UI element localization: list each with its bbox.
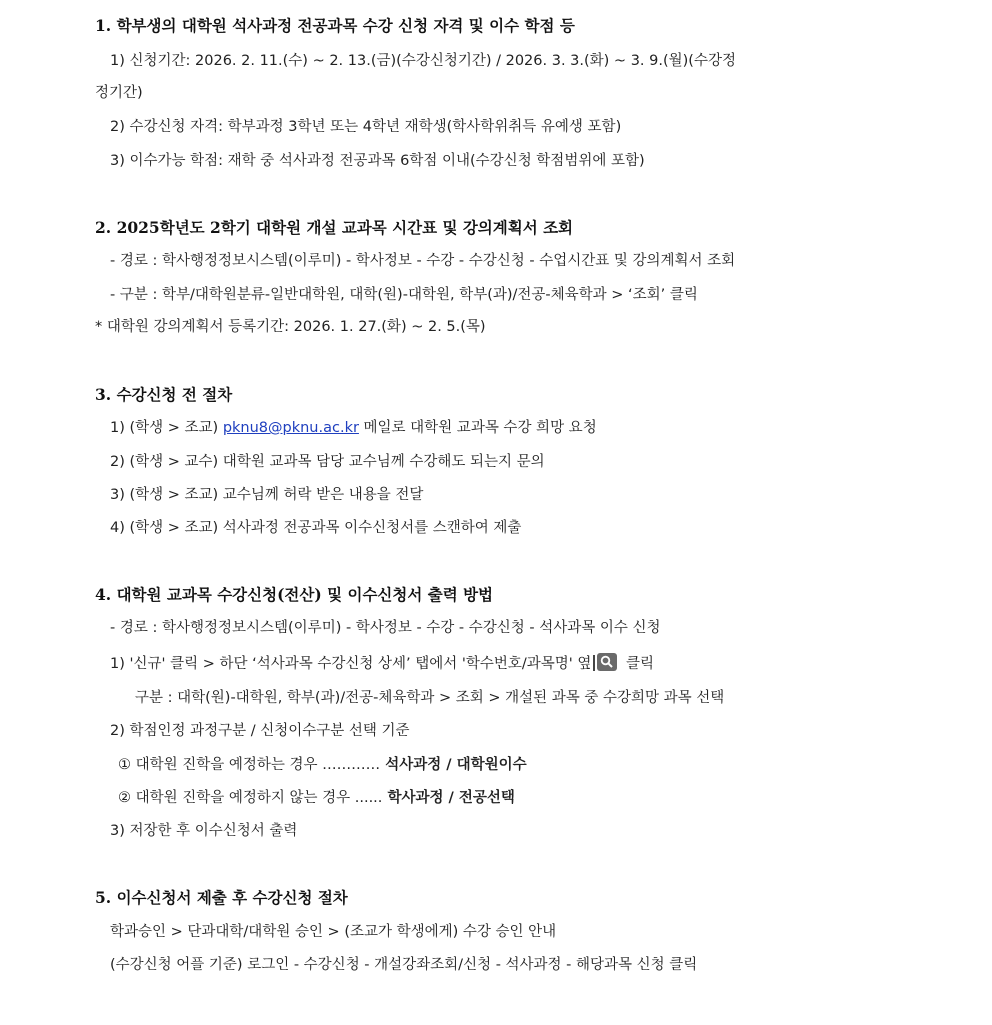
- s4-option-2: [118, 788, 515, 808]
- s4-step-1: [110, 653, 654, 673]
- s5-line-1: 학과승인 > 단과대학/대학원 승인 > (조교가 학생에게) 수강 승인 안내: [110, 924, 557, 940]
- s4-step-1-sub: 구분 : 대학(원)-대학원, 학부(과)/전공-체육학과 > 조회 > 개설된 과목 중 수강희망 과목 선택: [135, 690, 725, 706]
- s3-step-3: 3) (학생 > 조교) 교수님께 허락 받은 내용을 전달: [110, 487, 424, 503]
- s1-item-1-cont: 정기간): [95, 85, 143, 101]
- s2-route: - 경로 : 학사행정정보시스템(이루미) - 학사정보 - 수강 - 수강신청 - 수업시간표 및 강의계획서 조회: [110, 253, 736, 269]
- section-3-title: 3. 수강신청 전 절차: [95, 385, 233, 404]
- s4-route: - 경로 : 학사행정정보시스템(이루미) - 학사정보 - 수강 - 수강신청 - 석사과목 이수 신청: [110, 620, 661, 636]
- s1-item-1: 1) 신청기간: 2026. 2. 11.(수) ~ 2. 13.(금)(수강신청기간) / 2026. 3. 3.(화) ~ 3. 9.(월)(수강정: [110, 53, 736, 69]
- s5-line-2: (수강신청 어플 기준) 로그인 - 수강신청 - 개설강좌조회/신청 - 석사과정 - 해당과목 신청 클릭: [110, 957, 698, 973]
- s3-step-1-suffix: 메일로 대학원 교과목 수강 희망 요청: [358, 420, 597, 436]
- section-1-title: 1. 학부생의 대학원 석사과정 전공과목 수강 신청 자격 및 이수 학점 등: [95, 16, 575, 35]
- s3-step-1-prefix: 1) (학생 > 조교): [110, 420, 223, 436]
- s4-option-1-prefix: ① 대학원 진학을 예정하는 경우 …………: [118, 757, 381, 773]
- s2-category: - 구분 : 학부/대학원분류-일반대학원, 대학(원)-대학원, 학부(과)/전공-체육학과 > ‘조회’ 클릭: [110, 287, 698, 303]
- s4-step-1-prefix: 1) '신규' 클릭 > 하단 ‘석사과목 수강신청 상세’ 탭에서 '학수번호/과목명' 옆: [110, 656, 592, 672]
- s3-step-1: [110, 418, 597, 438]
- s4-option-2-prefix: ② 대학원 진학을 예정하지 않는 경우 ......: [118, 790, 383, 806]
- s3-step-4: 4) (학생 > 조교) 석사과정 전공과목 이수신청서를 스캔하여 제출: [110, 520, 522, 536]
- s4-step-3: 3) 저장한 후 이수신청서 출력: [110, 823, 298, 839]
- s1-item-3: 3) 이수가능 학점: 재학 중 석사과정 전공과목 6학점 이내(수강신청 학점범위에 포함): [110, 153, 645, 169]
- search-icon[interactable]: [597, 653, 617, 671]
- section-2-title: 2. 2025학년도 2학기 대학원 개설 교과목 시간표 및 강의계획서 조회: [95, 218, 574, 237]
- s4-option-2-value: 학사과정 / 전공선택: [382, 790, 515, 806]
- s4-step-2: 2) 학점인정 과정구분 / 신청이수구분 선택 기준: [110, 723, 410, 739]
- divider: [593, 655, 595, 671]
- email-link[interactable]: pknu8@pknu.ac.kr: [222, 420, 359, 436]
- s4-option-1-value: 석사과정 / 대학원이수: [380, 757, 527, 773]
- s1-item-2: 2) 수강신청 자격: 학부과정 3학년 또는 4학년 재학생(학사학위취득 유예생 포함): [110, 119, 622, 135]
- s4-option-1: [118, 755, 527, 775]
- section-5-title: 5. 이수신청서 제출 후 수강신청 절차: [95, 888, 348, 907]
- s2-note: * 대학원 강의계획서 등록기간: 2026. 1. 27.(화) ~ 2. 5.(목): [95, 319, 486, 335]
- s4-step-1-suffix: 클릭: [621, 656, 654, 672]
- section-4-title: 4. 대학원 교과목 수강신청(전산) 및 이수신청서 출력 방법: [95, 585, 494, 604]
- s3-step-2: 2) (학생 > 교수) 대학원 교과목 담당 교수님께 수강해도 되는지 문의: [110, 454, 545, 470]
